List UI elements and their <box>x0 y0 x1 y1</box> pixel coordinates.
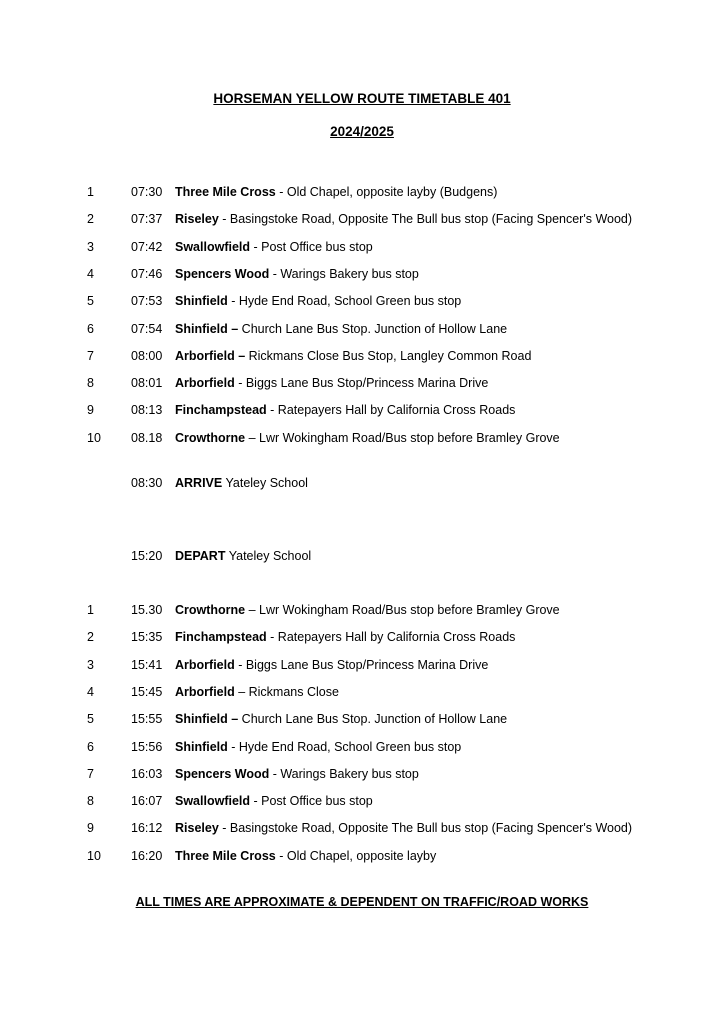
stop-detail: – Rickmans Close <box>234 684 339 699</box>
stop-number: 6 <box>87 321 94 336</box>
arrive-time: 08:30 <box>131 476 163 490</box>
stop-detail: - Post Office bus stop <box>250 239 373 254</box>
stop-description <box>175 738 461 756</box>
stop-row <box>0 292 724 310</box>
arrive-row <box>0 474 724 492</box>
stop-place: Three Mile Cross <box>175 185 276 199</box>
stop-detail: - Old Chapel, opposite layby (Budgens) <box>275 185 498 199</box>
stop-number: 8 <box>87 794 94 809</box>
stop-place: Shinfield <box>175 294 228 309</box>
stop-time: 08:13 <box>131 403 163 418</box>
stop-place: Three Mile Cross <box>175 848 276 863</box>
stop-detail: - Warings Bakery bus stop <box>269 266 419 281</box>
stop-row <box>0 320 724 338</box>
stop-number: 10 <box>87 848 101 863</box>
stop-place: Arborfield <box>175 376 235 391</box>
stop-row <box>0 656 724 674</box>
arrive-description <box>175 474 308 492</box>
page-title: HORSEMAN YELLOW ROUTE TIMETABLE 401 <box>213 91 511 106</box>
stop-description <box>175 292 461 310</box>
stop-detail: Church Lane Bus Stop. Junction of Hollow Lane <box>238 321 508 336</box>
stop-description <box>175 347 531 365</box>
stop-place: Arborfield – <box>175 348 246 363</box>
stop-time: 07:42 <box>131 239 163 254</box>
stop-time: 07:37 <box>131 212 163 227</box>
stop-place: Swallowfield <box>175 239 251 254</box>
stop-time: 07:53 <box>131 294 163 309</box>
stop-time: 07:46 <box>131 266 163 281</box>
stop-detail: Rickmans Close Bus Stop, Langley Common Road <box>245 348 532 363</box>
stop-row <box>0 738 724 756</box>
stop-row <box>0 429 724 447</box>
stop-detail: - Biggs Lane Bus Stop/Princess Marina Drive <box>234 376 489 391</box>
stop-row <box>0 374 724 392</box>
stop-number: 1 <box>87 603 94 617</box>
stop-number: 3 <box>87 239 94 254</box>
stop-description <box>175 210 632 228</box>
stop-detail: Church Lane Bus Stop. Junction of Hollow Lane <box>238 712 508 727</box>
stop-description <box>175 401 515 419</box>
arrive-label: ARRIVE <box>175 476 223 490</box>
stop-description <box>175 628 515 646</box>
stop-time: 07:54 <box>131 321 163 336</box>
stop-place: Spencers Wood <box>175 266 270 281</box>
stop-number: 8 <box>87 376 94 391</box>
stop-row <box>0 265 724 283</box>
stop-row <box>0 710 724 728</box>
stop-detail: - Biggs Lane Bus Stop/Princess Marina Drive <box>234 657 489 672</box>
stop-row <box>0 401 724 419</box>
stop-number: 3 <box>87 657 94 672</box>
stop-time: 08:00 <box>131 348 163 363</box>
arrive-detail: Yateley School <box>222 476 308 490</box>
stop-row <box>0 210 724 228</box>
stop-description <box>175 374 488 392</box>
stop-time: 15.30 <box>131 603 163 617</box>
stop-time: 15:41 <box>131 657 163 672</box>
stop-description <box>175 656 488 674</box>
stop-time: 08:01 <box>131 376 163 391</box>
stop-time: 15:35 <box>131 630 163 645</box>
stop-row <box>0 792 724 810</box>
stop-description <box>175 238 373 256</box>
stop-detail: - Basingstoke Road, Opposite The Bull bus stop (Facing Spencer's Wood) <box>218 821 633 836</box>
stop-number: 5 <box>87 294 94 309</box>
depart-time: 15:20 <box>131 549 163 563</box>
depart-detail: Yateley School <box>225 549 312 563</box>
stop-detail: – Lwr Wokingham Road/Bus stop before Bramley Grove <box>245 430 560 445</box>
stop-row <box>0 847 724 865</box>
stop-detail: – Lwr Wokingham Road/Bus stop before Bramley Grove <box>245 603 560 617</box>
stop-description <box>175 710 507 728</box>
stop-detail: - Hyde End Road, School Green bus stop <box>227 739 462 754</box>
stop-number: 6 <box>87 739 94 754</box>
depart-label: DEPART <box>175 549 226 563</box>
stop-detail: - Warings Bakery bus stop <box>269 766 419 781</box>
stop-time: 16:20 <box>131 848 163 863</box>
stop-place: Arborfield <box>175 657 235 672</box>
stop-place: Riseley <box>175 821 219 836</box>
stop-description <box>175 765 419 783</box>
stop-description <box>175 847 436 865</box>
stop-detail: - Ratepayers Hall by California Cross Roads <box>266 403 516 418</box>
stop-place: Finchampstead <box>175 630 267 645</box>
stop-number: 5 <box>87 712 94 727</box>
stop-description <box>175 819 632 837</box>
stop-description <box>175 183 497 201</box>
stop-number: 2 <box>87 630 94 645</box>
stop-time: 15:45 <box>131 684 163 699</box>
stop-place: Finchampstead <box>175 403 267 418</box>
stop-time: 16:07 <box>131 794 163 809</box>
page-subtitle-year: 2024/2025 <box>330 124 394 139</box>
depart-description <box>175 547 311 565</box>
stop-detail: - Post Office bus stop <box>250 794 373 809</box>
stop-time: 15:55 <box>131 712 163 727</box>
stop-place: Crowthorne <box>175 430 246 445</box>
stop-description <box>175 601 560 619</box>
stop-row <box>0 183 724 201</box>
stop-place: Spencers Wood <box>175 766 270 781</box>
stop-description <box>175 792 373 810</box>
stop-description <box>175 320 507 338</box>
stop-place: Shinfield – <box>175 321 239 336</box>
stop-description <box>175 265 419 283</box>
depart-row <box>0 547 724 565</box>
stop-row <box>0 628 724 646</box>
stop-number: 7 <box>87 348 94 363</box>
stop-place: Shinfield <box>175 739 228 754</box>
stop-row <box>0 765 724 783</box>
stop-number: 2 <box>87 212 94 227</box>
stop-place: Shinfield – <box>175 712 239 727</box>
stop-detail: - Old Chapel, opposite layby <box>275 848 437 863</box>
footer-note: ALL TIMES ARE APPROXIMATE & DEPENDENT ON TRAFFIC/ROAD WORKS <box>135 895 589 909</box>
stop-place: Crowthorne <box>175 603 246 617</box>
stop-detail: - Basingstoke Road, Opposite The Bull bus stop (Facing Spencer's Wood) <box>218 212 633 227</box>
stop-number: 9 <box>87 403 94 418</box>
stop-time: 16:03 <box>131 766 163 781</box>
stop-row <box>0 601 724 619</box>
stop-number: 4 <box>87 266 94 281</box>
stop-number: 10 <box>87 430 101 445</box>
stop-row <box>0 347 724 365</box>
stop-description <box>175 429 560 447</box>
stop-row <box>0 683 724 701</box>
stop-number: 7 <box>87 766 94 781</box>
stop-place: Arborfield <box>175 684 235 699</box>
stop-description <box>175 683 339 701</box>
stop-number: 9 <box>87 821 94 836</box>
stop-number: 4 <box>87 684 94 699</box>
stop-time: 08.18 <box>131 430 163 445</box>
stop-number: 1 <box>87 185 94 199</box>
stop-detail: - Hyde End Road, School Green bus stop <box>227 294 462 309</box>
stop-place: Swallowfield <box>175 794 251 809</box>
stop-time: 15:56 <box>131 739 163 754</box>
stop-row <box>0 819 724 837</box>
stop-place: Riseley <box>175 212 219 227</box>
stop-time: 16:12 <box>131 821 163 836</box>
stop-detail: - Ratepayers Hall by California Cross Roads <box>266 630 516 645</box>
stop-time: 07:30 <box>131 185 163 199</box>
stop-row <box>0 238 724 256</box>
